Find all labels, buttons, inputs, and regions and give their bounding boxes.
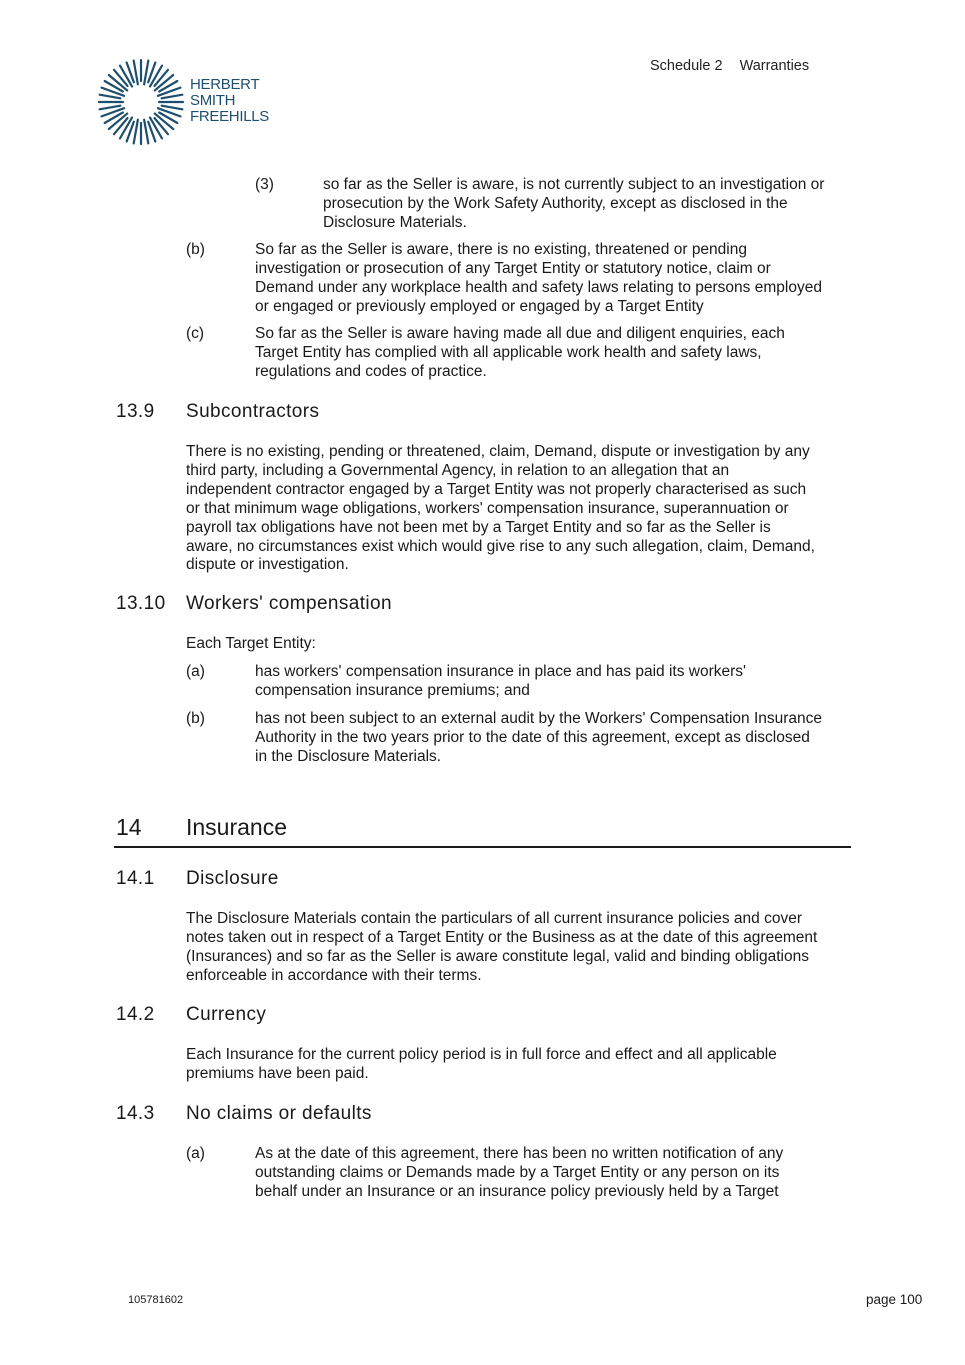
heading-14-3-title: No claims or defaults xyxy=(186,1103,372,1124)
sunburst-logo-icon xyxy=(97,58,185,146)
heading-13-10-number: 13.10 xyxy=(116,593,166,614)
text-line: So far as the Seller is aware having made all due and diligent enquiries, each xyxy=(255,325,785,342)
logo-ray xyxy=(162,95,183,99)
disclosure-paragraph xyxy=(186,910,817,986)
text-line: payroll tax obligations have not been met by a Target Entity and so far as the Seller is xyxy=(186,518,771,536)
logo-ray xyxy=(100,95,121,99)
section-divider xyxy=(114,846,851,848)
item-a-number: (a) xyxy=(186,663,205,680)
heading-13-9-title: Subcontractors xyxy=(186,401,320,422)
text-line: prosecution by the Work Safety Authority, except as disclosed in the xyxy=(323,194,788,212)
page-number: page 100 xyxy=(866,1292,923,1307)
text-line: There is no existing, pending or threatened, claim, Demand, dispute or investigation by any xyxy=(186,443,810,460)
logo-ray xyxy=(114,118,127,134)
item-a-text xyxy=(255,663,746,701)
running-header xyxy=(650,58,809,74)
firm-name-line-3: FREEHILLS xyxy=(190,108,269,125)
text-line: compensation insurance premiums; and xyxy=(255,681,530,699)
logo-ray xyxy=(154,70,167,86)
text-line: aware, no circumstances exist which would give rise to any such allegation, claim, Demand, xyxy=(186,537,815,555)
text-line: investigation or prosecution of any Target Entity or statutory notice, claim or xyxy=(255,259,771,277)
text-line: (Insurances) and so far as the Seller is aware constitute legal, valid and binding obligations xyxy=(186,947,809,965)
text-line: so far as the Seller is aware, is not currently subject to an investigation or xyxy=(323,176,825,193)
heading-13-10-title: Workers' compensation xyxy=(186,593,392,614)
heading-14-2-title: Currency xyxy=(186,1004,267,1025)
logo-ray xyxy=(100,106,121,110)
item-b-text xyxy=(255,710,822,767)
text-line: dispute or investigation. xyxy=(186,556,349,574)
heading-14-1-number: 14.1 xyxy=(116,868,155,889)
text-line: The Disclosure Materials contain the particulars of all current insurance policies and cover xyxy=(186,910,802,927)
heading-14-number: 14 xyxy=(116,814,142,840)
text-line: in the Disclosure Materials. xyxy=(255,747,442,765)
item-c-number: (c) xyxy=(186,325,205,342)
text-line: has not been subject to an external audit by the Workers' Compensation Insurance xyxy=(255,710,823,727)
text-line: Each Insurance for the current policy period is in full force and effect and all applicable xyxy=(186,1046,777,1063)
item-3-number: (3) xyxy=(255,176,274,193)
item-a-text xyxy=(255,1145,783,1202)
text-line: or engaged or previously employed or engaged by a Target Entity xyxy=(255,297,704,315)
heading-13-9-number: 13.9 xyxy=(116,401,155,422)
heading-14-2-number: 14.2 xyxy=(116,1004,155,1025)
text-line: Target Entity has complied with all applicable work health and safety laws, xyxy=(255,343,762,361)
subcontractors-paragraph xyxy=(186,443,815,575)
firm-name-line-2: SMITH xyxy=(190,92,236,109)
text-line: Authority in the two years prior to the date of this agreement, except as disclosed xyxy=(255,728,810,746)
item-c-text xyxy=(255,325,785,382)
text-line: independent contractor engaged by a Target Entity was not properly characterised as such xyxy=(186,480,807,498)
text-line: premiums have been paid. xyxy=(186,1064,369,1082)
text-line: or that minimum wage obligations, workers' compensation insurance, superannuation or xyxy=(186,499,789,517)
text-line: enforceable in accordance with their terms. xyxy=(186,966,482,984)
firm-name-line-1: HERBERT xyxy=(190,76,260,93)
text-line: has workers' compensation insurance in place and has paid its workers' xyxy=(255,663,746,680)
schedule-label: Schedule 2 xyxy=(650,58,723,74)
text-line: Demand under any workplace health and safety laws relating to persons employed xyxy=(255,278,822,296)
text-line: third party, including a Governmental Agency, in relation to an allegation that an xyxy=(186,461,730,479)
item-b-number: (b) xyxy=(186,710,205,727)
text-line: behalf under an Insurance or an insurance policy previously held by a Target xyxy=(255,1182,779,1200)
section-label: Warranties xyxy=(739,58,810,74)
item-a-number: (a) xyxy=(186,1145,205,1162)
document-id: 105781602 xyxy=(128,1294,184,1306)
item-b-text xyxy=(255,241,822,317)
firm-logo xyxy=(97,58,277,146)
heading-14-title: Insurance xyxy=(186,814,288,840)
text-line: Disclosure Materials. xyxy=(323,213,467,231)
logo-ray xyxy=(114,70,127,86)
heading-14-3-number: 14.3 xyxy=(116,1103,155,1124)
logo-ray xyxy=(162,106,183,110)
firm-name xyxy=(190,77,269,125)
workers-comp-intro: Each Target Entity: xyxy=(186,635,316,652)
item-3-text xyxy=(323,176,824,233)
text-line: So far as the Seller is aware, there is no existing, threatened or pending xyxy=(255,241,747,258)
text-line: outstanding claims or Demands made by a Target Entity or any person on its xyxy=(255,1163,780,1181)
text-line: regulations and codes of practice. xyxy=(255,362,487,380)
currency-paragraph xyxy=(186,1046,777,1084)
heading-14-1-title: Disclosure xyxy=(186,868,279,889)
text-line: notes taken out in respect of a Target Entity or the Business as at the date of this agreement xyxy=(186,928,818,946)
logo-ray xyxy=(154,118,167,134)
item-b-number: (b) xyxy=(186,241,205,258)
text-line: As at the date of this agreement, there has been no written notification of any xyxy=(255,1145,784,1162)
